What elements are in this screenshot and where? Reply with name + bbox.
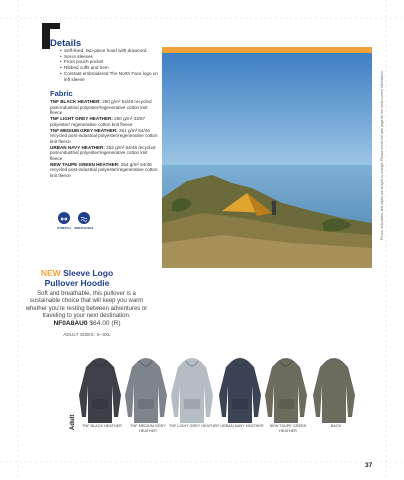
product-description: Soft and breathable, this pullover is a sustainable choice that will keep you warm whether you're resting between adventures or traveling to your next destination.: [25, 291, 148, 320]
fabric-name: TNF BLACK HEATHER:: [50, 99, 101, 104]
adult-sizes: ADULT SIZES: S–3XL: [63, 333, 111, 338]
feature-badges: [52, 212, 102, 236]
product-price-line: [0, 320, 174, 327]
hoodie-row: [78, 355, 378, 430]
hoodie-label: TNF LIGHT GREY HEATHER: [168, 424, 220, 428]
hoodie-label: URBAN NAVY HEATHER: [220, 424, 264, 428]
hoodie-label: TNF BLACK HEATHER: [82, 424, 122, 428]
fabric-entry: [50, 162, 160, 179]
hoodie-swatch: [124, 355, 168, 425]
badge-label: STRETCH: [57, 226, 71, 230]
fabric-name: URBAN NAVY HEATHER:: [50, 144, 105, 150]
fabric-title: Fabric: [50, 89, 73, 98]
hoodie-label: BACK: [330, 424, 342, 428]
fabric-desc: 250 g/m² 33/67 polyester/ regenerative cotton knit fleece: [50, 116, 146, 127]
side-note: Prices, ship dates, and styles are subject to change. Please check the web page for the most current information.: [380, 70, 384, 240]
fabric-entry: [50, 116, 160, 127]
hoodie-label: NEW TAUPE GREEN HEATHER: [269, 424, 307, 433]
details-bullet: • Set-in sleeves: [60, 54, 160, 60]
hoodie-swatch: [264, 355, 308, 425]
hoodie-swatch: [78, 355, 122, 425]
corner-bracket: [42, 23, 50, 49]
details-bullet: • Contrast embroidered The North Face logo on left sleeve: [60, 71, 160, 82]
page-number: 37: [365, 462, 373, 469]
product-title: [0, 268, 154, 288]
fabric-desc: 252 g/m² 54/46 recycled post-industrial polyester/regenerative cotton knit fleece: [50, 144, 156, 162]
fabric-entry: [50, 128, 160, 145]
stretch-icon: [58, 212, 70, 224]
new-tag: NEW: [40, 268, 61, 278]
breathable-icon: [78, 212, 90, 224]
product-sku: NF0A8AU0: [53, 320, 88, 327]
fabric-name: NEW TAUPE GREEN HEATHER:: [50, 161, 120, 167]
fabric-desc: 250 g/m² 54/46 recycled post-industrial polyester/regenerative cotton knit fleece: [50, 99, 152, 116]
hoodie-label: TNF MEDIUM GREY HEATHER: [130, 424, 166, 433]
fabric-name: TNF MEDIUM GREY HEATHER:: [50, 127, 118, 133]
details-list: [60, 48, 160, 82]
details-bullet: • Ribbed cuffs and hem: [60, 65, 160, 71]
hoodie-swatch: [170, 355, 214, 425]
product-title-line1: Sleeve Logo: [63, 268, 114, 278]
details-bullet: • Self-lined, two-piece hood with drawcord: [60, 48, 160, 54]
adult-label: Adult: [70, 414, 76, 430]
fabric-entry: [50, 145, 160, 162]
product-price: $64.00 (R): [89, 320, 121, 327]
badge-label: BREATHABLE: [74, 226, 94, 230]
product-title-line2: Pullover Hoodie: [44, 278, 110, 288]
hero-photo: [162, 53, 372, 268]
hoodie-swatch: [312, 355, 356, 425]
hoodie-swatch: [218, 355, 262, 425]
fabric-desc: 251 g/m² 54/46 recycled post-industrial polyester/regenerative cotton knit fleece: [50, 127, 158, 144]
fabric-entry: [50, 99, 160, 116]
fabric-specs: [50, 99, 160, 179]
details-title: Details: [50, 38, 82, 49]
fabric-name: TNF LIGHT GREY HEATHER:: [50, 116, 113, 122]
fabric-desc: 254 g/m² 54/46 recycled post-industrial polyester/regenerative cotton knit fleece: [50, 161, 158, 179]
details-bullet: • Front pouch pocket: [60, 59, 160, 65]
